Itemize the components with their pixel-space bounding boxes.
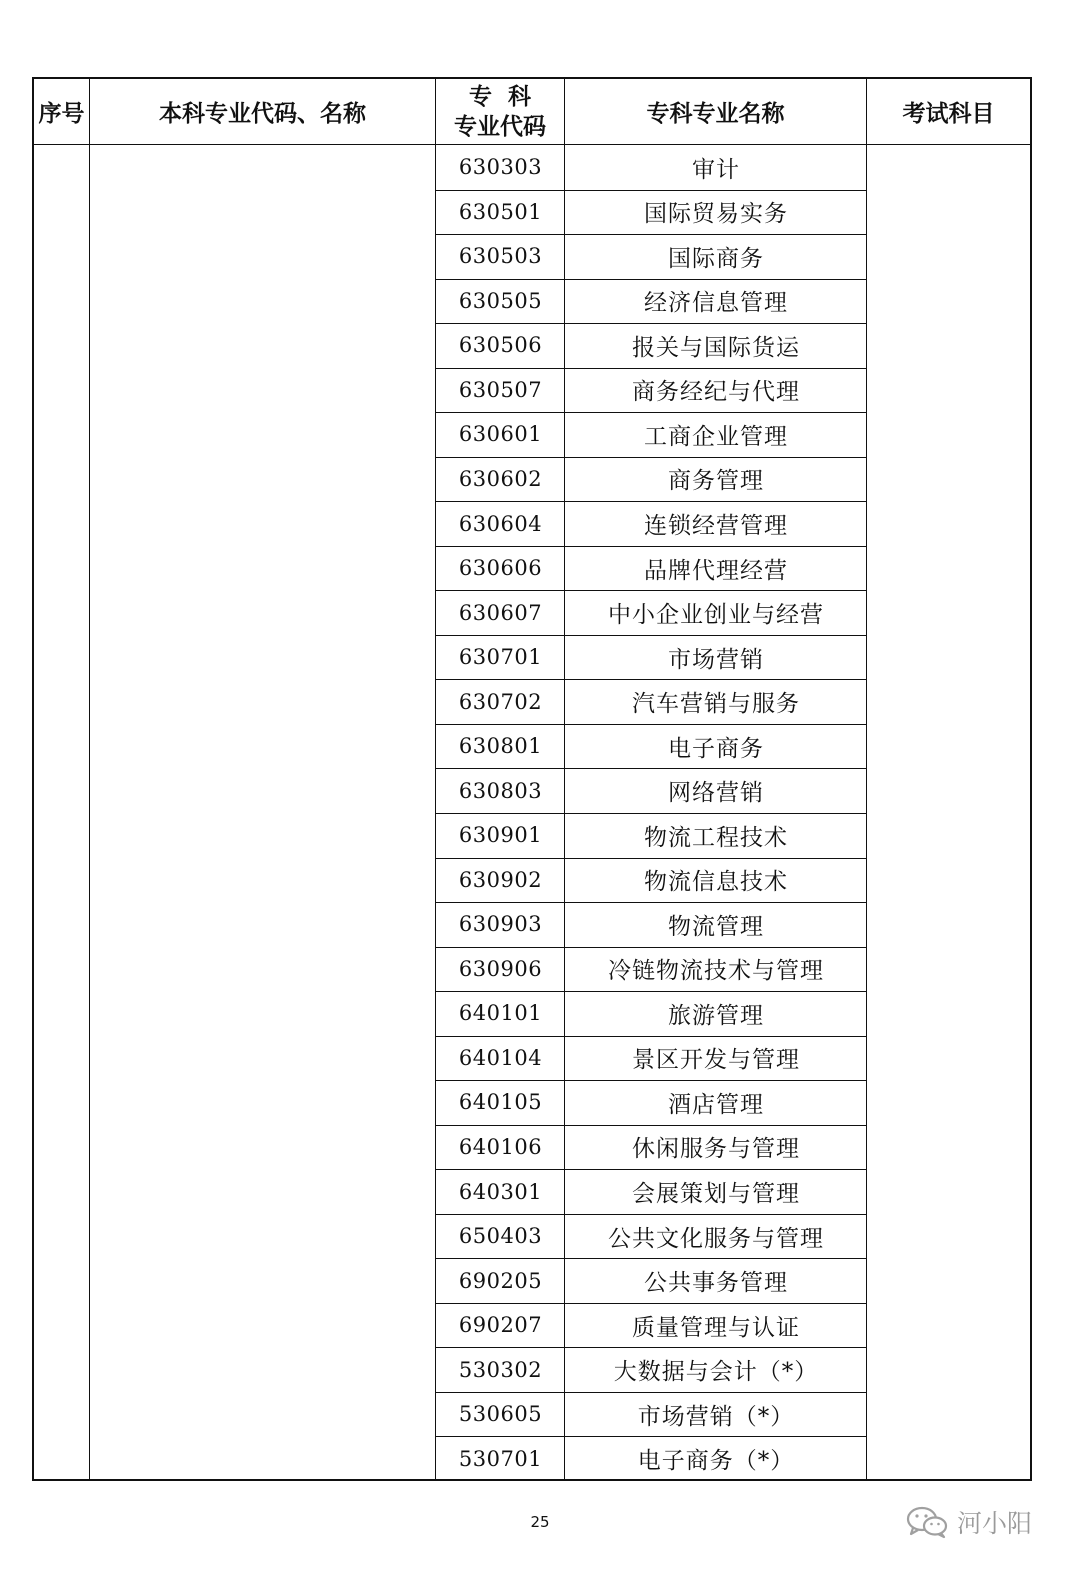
college-major-name: 冷链物流技术与管理 bbox=[608, 958, 824, 985]
column-divider bbox=[435, 77, 436, 1481]
college-major-code: 690205 bbox=[458, 1268, 543, 1293]
college-major-code: 630803 bbox=[458, 778, 543, 803]
header-college-code-line2: 专业代码 bbox=[454, 113, 546, 140]
college-major-code: 630505 bbox=[458, 288, 543, 313]
college-major-code: 640106 bbox=[458, 1134, 543, 1159]
college-major-code: 530701 bbox=[458, 1446, 543, 1471]
college-major-code: 630604 bbox=[458, 511, 543, 536]
college-major-name: 商务经纪与代理 bbox=[632, 379, 800, 406]
college-major-name: 国际贸易实务 bbox=[644, 201, 788, 228]
college-major-code: 630503 bbox=[458, 244, 543, 269]
college-major-code: 640105 bbox=[458, 1090, 543, 1115]
wechat-icon bbox=[905, 1505, 951, 1539]
college-major-code: 630607 bbox=[458, 600, 543, 625]
college-major-code: 630506 bbox=[458, 333, 543, 358]
college-major-code: 630501 bbox=[458, 199, 543, 224]
college-major-name: 市场营销 bbox=[668, 646, 764, 673]
college-major-name: 休闲服务与管理 bbox=[632, 1136, 800, 1163]
college-major-name: 中小企业创业与经营 bbox=[608, 602, 824, 629]
college-major-code: 530302 bbox=[458, 1357, 543, 1382]
college-major-code: 630507 bbox=[458, 377, 543, 402]
header-college-major-name: 专科专业名称 bbox=[646, 101, 785, 127]
watermark bbox=[905, 1504, 1032, 1540]
header-bachelor-major: 本科专业代码、名称 bbox=[159, 101, 366, 127]
college-major-code: 630801 bbox=[458, 734, 543, 759]
college-major-code: 630903 bbox=[458, 912, 543, 937]
college-major-name: 电子商务（*） bbox=[637, 1448, 795, 1475]
college-major-code: 650403 bbox=[458, 1224, 543, 1249]
header-index: 序号 bbox=[38, 101, 85, 127]
page-number: 25 bbox=[530, 1513, 550, 1531]
watermark-text: 河小阳 bbox=[957, 1509, 1033, 1538]
college-major-name: 品牌代理经营 bbox=[644, 557, 788, 584]
college-major-name: 商务管理 bbox=[668, 468, 764, 495]
column-divider bbox=[866, 77, 867, 1481]
college-major-name: 经济信息管理 bbox=[644, 290, 788, 317]
column-divider bbox=[564, 77, 565, 1481]
college-major-name: 汽车营销与服务 bbox=[632, 691, 800, 718]
college-major-name: 大数据与会计（*） bbox=[613, 1359, 819, 1386]
college-major-name: 电子商务 bbox=[668, 735, 764, 762]
college-major-code: 630906 bbox=[458, 956, 543, 981]
college-major-name: 工商企业管理 bbox=[644, 423, 788, 450]
college-major-name: 网络营销 bbox=[668, 780, 764, 807]
college-major-name: 物流工程技术 bbox=[644, 824, 788, 851]
college-major-name: 审计 bbox=[692, 156, 740, 183]
college-major-code: 690207 bbox=[458, 1313, 543, 1338]
college-major-code: 630902 bbox=[458, 867, 543, 892]
college-major-name: 报关与国际货运 bbox=[632, 334, 800, 361]
college-major-name: 连锁经营管理 bbox=[644, 513, 788, 540]
college-major-name: 物流信息技术 bbox=[644, 869, 788, 896]
college-major-name: 景区开发与管理 bbox=[632, 1047, 800, 1074]
column-divider bbox=[89, 77, 90, 1481]
header-exam-subjects: 考试科目 bbox=[902, 101, 995, 127]
college-major-name: 酒店管理 bbox=[668, 1091, 764, 1118]
college-major-code: 630602 bbox=[458, 466, 543, 491]
college-major-name: 质量管理与认证 bbox=[632, 1314, 800, 1341]
college-major-code: 630601 bbox=[458, 422, 543, 447]
college-major-code: 630606 bbox=[458, 556, 543, 581]
college-major-code: 630901 bbox=[458, 823, 543, 848]
college-major-name: 公共文化服务与管理 bbox=[608, 1225, 824, 1252]
college-major-code: 640104 bbox=[458, 1045, 543, 1070]
college-major-code: 640101 bbox=[458, 1001, 543, 1026]
college-major-name: 旅游管理 bbox=[668, 1002, 764, 1029]
college-major-name: 会展策划与管理 bbox=[632, 1181, 800, 1208]
college-major-code: 640301 bbox=[458, 1179, 543, 1204]
college-major-name: 物流管理 bbox=[668, 913, 764, 940]
college-major-code: 630303 bbox=[458, 155, 543, 180]
college-major-code: 630702 bbox=[458, 689, 543, 714]
college-major-name: 市场营销（*） bbox=[637, 1403, 795, 1430]
college-major-name: 公共事务管理 bbox=[644, 1270, 788, 1297]
header-college-code bbox=[436, 79, 564, 144]
college-major-code: 530605 bbox=[458, 1402, 543, 1427]
college-major-code: 630701 bbox=[458, 645, 543, 670]
college-major-name: 国际商务 bbox=[668, 245, 764, 272]
header-college-code-line1: 专 科 bbox=[468, 83, 531, 110]
